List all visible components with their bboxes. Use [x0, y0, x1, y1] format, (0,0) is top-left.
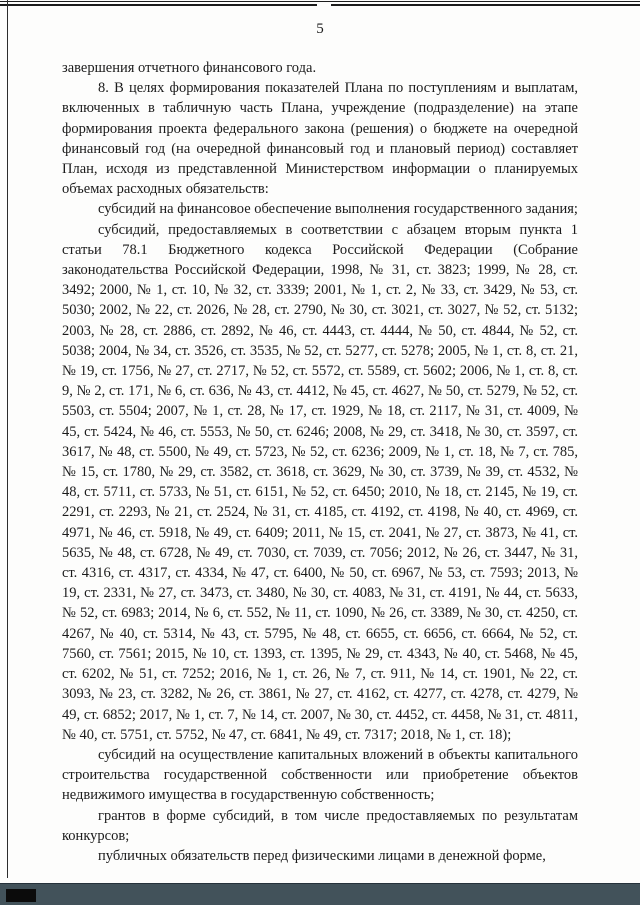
paragraph-subsidies-article-78-1-citations: субсидий, предоставляемых в соответствии с абзацем вторым пункта 1 статьи 78.1 Бюджетного кодекса Российской Федерации (Собрание законодательства Российской Федерации, 1998, № 31, ст. 3823; 1999, № 28, ст. 3492; 2000, № 1, ст. 10, № 32, ст. 3339; 2001, № 1, ст. 2, № 33, ст. 3429, № 53, ст. 5030; 2002, № 22, ст. 2026, № 28, ст. 2790, № 30, ст. 3021, ст. 3027, № 52, ст. 5132; 2003, № 28, ст. 2886, ст. 2892, № 46, ст. 4443, ст. 4444, № 50, ст. 4844, № 52, ст. 5038; 2004, № 34, ст. 3526, ст. 3535, № 52, ст. 5277, ст. 5278; 2005, № 1, ст. 8, ст. 21, № 19, ст. 1756, № 27, ст. 2717, № 52, ст. 5572, ст. 5589, ст. 5602; 2006, № 1, ст. 8, ст. 9, № 2, ст. 171, № 6, ст. 636, № 43, ст. 4412, № 45, ст. 4627, № 50, ст. 5279, № 52, ст. 5503, ст. 5504; 2007, № 1, ст. 28, № 17, ст. 1929, № 18, ст. 2117, № 31, ст. 4009, № 45, ст. 5424, № 46, ст. 5553, № 50, ст. 6246; 2008, № 29, ст. 3418, № 30, ст. 3597, ст. 3617, № 48, ст. 5500, № 49, ст. 5723, № 52, ст. 6236; 2009, № 1, ст. 18, № 7, ст. 785, № 15, ст. 1780, № 29, ст. 3582, ст. 3618, ст. 3629, № 30, ст. 3739, № 39, ст. 4532, № 48, ст. 5711, ст. 5733, № 51, ст. 6151, № 52, ст. 6450; 2010, № 18, ст. 2145, № 19, ст. 2291, ст. 2293, № 21, ст. 2524, № 31, ст. 4185, ст. 4192, ст. 4198, № 40, ст. 4969, ст. 4971, № 46, ст. 5918, № 49, ст. 6409; 2011, № 15, ст. 2041, № 27, ст. 3873, № 41, ст. 5635, № 48, ст. 6728, № 49, ст. 7030, ст. 7039, ст. 7056; 2012, № 26, ст. 3447, № 31, ст. 4316, ст. 4317, ст. 4334, № 47, ст. 6400, № 50, ст. 6967, № 53, ст. 7593; 2013, № 19, ст. 2331, № 27, ст. 3473, ст. 3480, № 30, ст. 4083, № 31, ст. 4191, № 44, ст. 5633, № 52, ст. 6983; 2014, № 6, ст. 552, № 11, ст. 1090, № 26, ст. 3389, № 30, ст. 4250, ст. 4267, № 40, ст. 5314, № 43, ст. 5795, № 48, ст. 6655, ст. 6656, ст. 6664, № 52, ст. 7560, ст. 7561; 2015, № 10, ст. 1393, ст. 1395, № 29, ст. 4343, № 40, ст. 5468, № 45, ст. 6202, № 51, ст. 7252; 2016, № 1, ст. 26, № 7, ст. 911, № 14, ст. 1901, № 22, ст. 3093, № 23, ст. 3282, № 26, ст. 3861, № 27, ст. 4162, ст. 4277, ст. 4278, ст. 4279, № 49, ст. 6852; 2017, № 1, ст. 7, № 14, ст. 2007, № 30, ст. 4452, ст. 4458, № 31, ст. 4811, № 40, ст. 5751, ст. 5752, № 47, ст. 6841, № 49, ст. 7317; 2018, № 1, ст. 18);	[62, 221, 578, 743]
scan-bottom-bar	[0, 883, 640, 905]
paragraph-public-obligations: публичных обязательств перед физическими лицами в денежной форме,	[98, 847, 546, 864]
top-border-line	[0, 1, 640, 2]
paragraph-subsidies-state-task: субсидий на финансовое обеспечение выполнения государственного задания;	[98, 201, 578, 218]
top-border-line-right-segment	[331, 4, 640, 6]
left-border-line	[7, 0, 8, 878]
page-number: 5	[316, 21, 324, 37]
paragraph-point-8: 8. В целях формирования показателей Плана по поступлениям и выплатам, включенных в табличную часть Плана, учреждение (подразделение) на этапе формирования проекта федерального закона (решения) о бюджете на очередной финансовый год (на очередной финансовый год и плановый период) составляет План, исходя из представленной Министерством информации о планируемых объемах расходных обязательств:	[62, 80, 578, 198]
paragraph-continuation: завершения отчетного финансового года.	[62, 60, 317, 76]
top-border-line-left-segment	[0, 4, 317, 6]
document-text	[62, 58, 578, 880]
paragraph-capital-investments: субсидий на осуществление капитальных вложений в объекты капитального строительства государственной собственности или приобретение объектов недвижимого имущества в государственную собственность;	[62, 746, 578, 804]
paragraph-grants: грантов в форме субсидий, в том числе предоставляемых по результатам конкурсов;	[62, 807, 578, 844]
scan-corner-mark	[6, 889, 36, 902]
